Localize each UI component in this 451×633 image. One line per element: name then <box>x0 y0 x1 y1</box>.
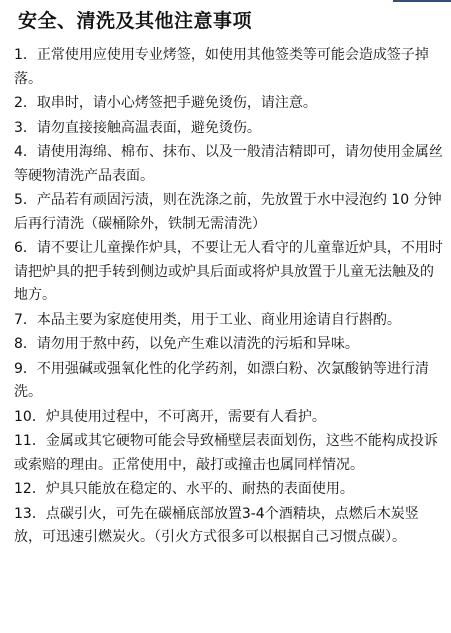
notice-item-10 <box>14 406 445 430</box>
item-number: 5． <box>14 192 37 208</box>
notice-item-9 <box>14 358 445 405</box>
notice-item-1 <box>14 44 445 91</box>
item-number: 7． <box>14 311 37 328</box>
notice-item-12 <box>14 478 445 502</box>
item-number: 10． <box>14 408 46 425</box>
item-text: 请不要让儿童操作炉具，不要让无人看守的儿童靠近炉具，不用时请把炉具的把手转到侧边或炉具后面或将炉具放置于儿童无法触及的地方。 <box>14 240 443 303</box>
notice-item-8 <box>14 333 445 357</box>
notice-item-5 <box>14 189 445 236</box>
item-text: 不用强碱或强氧化性的化学药剂，如漂白粉、次氯酸钠等进行清洗。 <box>14 360 429 400</box>
item-number: 4． <box>14 144 37 160</box>
item-text: 取串时，请小心烤签把手避免烫伤，请注意。 <box>36 95 317 111</box>
item-text: 请勿直接接触高温表面，避免烫伤。 <box>36 119 261 136</box>
notice-item-2 <box>14 92 445 116</box>
notice-item-7 <box>14 309 445 333</box>
notice-item-6 <box>14 237 445 308</box>
item-number: 6． <box>14 240 37 256</box>
item-text: 炉具使用过程中，不可离开，需要有人看护。 <box>45 408 326 425</box>
page-title: 安全、清洗及其他注意事项 <box>18 10 253 32</box>
item-number: 3． <box>14 119 37 136</box>
item-text: 本品主要为家庭使用类，用于工业、商业用途请自行斟酌。 <box>36 311 401 328</box>
notice-item-13 <box>14 503 445 550</box>
item-text: 正常使用应使用专业烤签，如使用其他签类等可能会造成签子掉落。 <box>14 47 429 87</box>
item-number: 8． <box>14 336 37 352</box>
item-number: 9． <box>14 360 37 377</box>
item-number: 2． <box>14 95 37 111</box>
item-text: 炉具只能放在稳定的、水平的、耐热的表面使用。 <box>45 481 354 497</box>
notice-list <box>6 44 445 550</box>
notice-item-4 <box>14 141 445 188</box>
item-text: 请勿用于熬中药，以免产生难以清洗的污垢和异味。 <box>36 336 359 352</box>
item-text: 金属或其它硬物可能会导致桶壁层表面划伤，这些不能构成投诉或索赔的理由。正常使用中，敲打或撞击也属同样情况。 <box>14 433 438 473</box>
item-text: 点碳引火，可先在碳桶底部放置3-4个酒精块，点燃后木炭竖放，可迅速引燃炭火。（引火方式很多可以根据自己习惯点碳）。 <box>14 505 419 545</box>
top-accent-line <box>393 0 451 2</box>
item-number: 11． <box>14 433 46 449</box>
item-text: 请使用海绵、棉布、抹布、以及一般清洁精即可，请勿使用金属丝等硬物清洗产品表面。 <box>14 144 443 184</box>
item-text: 产品若有顽固污渍，则在洗涤之前，先放置于水中浸泡约 10 分钟后再行清洗（碳桶除外，铁制无需清洗） <box>14 192 442 232</box>
item-number: 13． <box>14 505 46 522</box>
item-number: 1． <box>14 47 37 63</box>
notice-item-11 <box>14 430 445 477</box>
item-number: 12． <box>14 481 46 497</box>
notice-item-3 <box>14 117 445 141</box>
